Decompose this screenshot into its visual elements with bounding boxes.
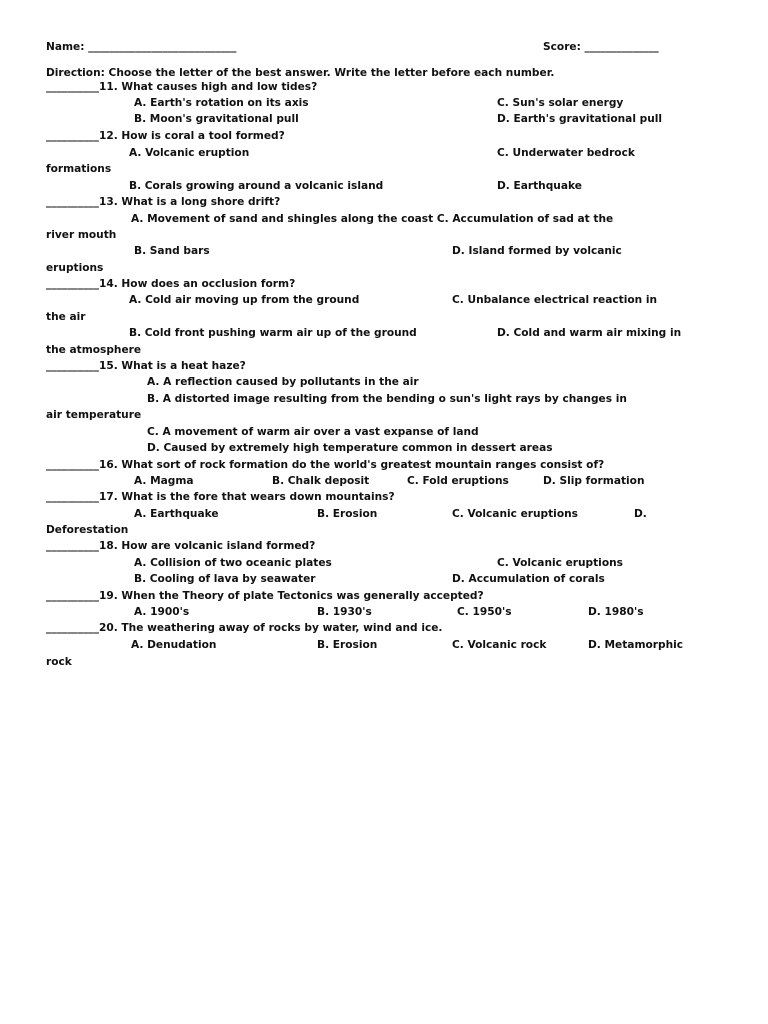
q20-option-c: C. Volcanic rock: [452, 639, 547, 651]
q18-option-d: D. Accumulation of corals: [452, 573, 605, 585]
q13-option-c-continued: river mouth: [46, 229, 117, 241]
q12-option-c: C. Underwater bedrock: [497, 147, 635, 159]
q14-option-b: B. Cold front pushing warm air up of the ground: [129, 327, 417, 339]
q15-option-d: D. Caused by extremely high temperature common in dessert areas: [147, 442, 553, 454]
q16-option-c: C. Fold eruptions: [407, 475, 509, 487]
score-field[interactable]: Score: ______________: [543, 41, 659, 53]
question-20: __________20. The weathering away of rocks by water, wind and ice.: [46, 622, 443, 634]
q15-option-a: A. A reflection caused by pollutants in the air: [147, 376, 419, 388]
q13-option-a-c: A. Movement of sand and shingles along the coast C. Accumulation of sad at the: [131, 213, 614, 225]
question-11: __________11. What causes high and low tides?: [46, 81, 318, 93]
q11-option-d: D. Earth's gravitational pull: [497, 113, 663, 125]
name-field[interactable]: Name: ____________________________: [46, 41, 237, 53]
q17-option-c: C. Volcanic eruptions: [452, 508, 578, 520]
question-13: __________13. What is a long shore drift?: [46, 196, 281, 208]
q12-option-d: D. Earthquake: [497, 180, 582, 192]
q19-option-d: D. 1980's: [588, 606, 644, 618]
question-12: __________12. How is coral a tool formed?: [46, 130, 285, 142]
q20-option-a: A. Denudation: [131, 639, 217, 651]
directions: Direction: Choose the letter of the best answer. Write the letter before each number.: [46, 67, 555, 79]
question-14: __________14. How does an occlusion form?: [46, 278, 296, 290]
q15-option-b: B. A distorted image resulting from the bending o sun's light rays by changes in: [147, 393, 627, 405]
q14-option-c-continued: the air: [46, 311, 86, 323]
question-18: __________18. How are volcanic island formed?: [46, 540, 316, 552]
q19-option-b: B. 1930's: [317, 606, 372, 618]
q17-option-a: A. Earthquake: [134, 508, 219, 520]
q11-option-a: A. Earth's rotation on its axis: [134, 97, 309, 109]
q14-option-c: C. Unbalance electrical reaction in: [452, 294, 658, 306]
q11-option-c: C. Sun's solar energy: [497, 97, 624, 109]
q18-option-c: C. Volcanic eruptions: [497, 557, 623, 569]
q17-option-d: D.: [634, 508, 647, 520]
q15-option-b-continued: air temperature: [46, 409, 142, 421]
q11-option-b: B. Moon's gravitational pull: [134, 113, 299, 125]
q17-option-d-continued: Deforestation: [46, 524, 129, 536]
question-19: __________19. When the Theory of plate Tectonics was generally accepted?: [46, 590, 484, 602]
q19-option-a: A. 1900's: [134, 606, 190, 618]
q20-option-d-continued: rock: [46, 656, 72, 668]
q13-option-d-continued: eruptions: [46, 262, 104, 274]
q12-option-b: B. Corals growing around a volcanic island: [129, 180, 384, 192]
q18-option-a: A. Collision of two oceanic plates: [134, 557, 332, 569]
q12-option-a: A. Volcanic eruption: [129, 147, 250, 159]
q20-option-d: D. Metamorphic: [588, 639, 684, 651]
q13-option-d: D. Island formed by volcanic: [452, 245, 622, 257]
q17-option-b: B. Erosion: [317, 508, 378, 520]
q14-option-d: D. Cold and warm air mixing in: [497, 327, 682, 339]
q18-option-b: B. Cooling of lava by seawater: [134, 573, 316, 585]
q16-option-a: A. Magma: [134, 475, 194, 487]
q14-option-d-continued: the atmosphere: [46, 344, 142, 356]
question-17: __________17. What is the fore that wears down mountains?: [46, 491, 395, 503]
q15-option-c: C. A movement of warm air over a vast expanse of land: [147, 426, 479, 438]
q12-option-c-continued: formations: [46, 163, 112, 175]
q16-option-d: D. Slip formation: [543, 475, 645, 487]
q19-option-c: C. 1950's: [457, 606, 512, 618]
question-16: __________16. What sort of rock formation do the world's greatest mountain ranges consist of?: [46, 459, 605, 471]
q13-option-b: B. Sand bars: [134, 245, 210, 257]
q16-option-b: B. Chalk deposit: [272, 475, 370, 487]
q20-option-b: B. Erosion: [317, 639, 378, 651]
question-15: __________15. What is a heat haze?: [46, 360, 246, 372]
q14-option-a: A. Cold air moving up from the ground: [129, 294, 360, 306]
